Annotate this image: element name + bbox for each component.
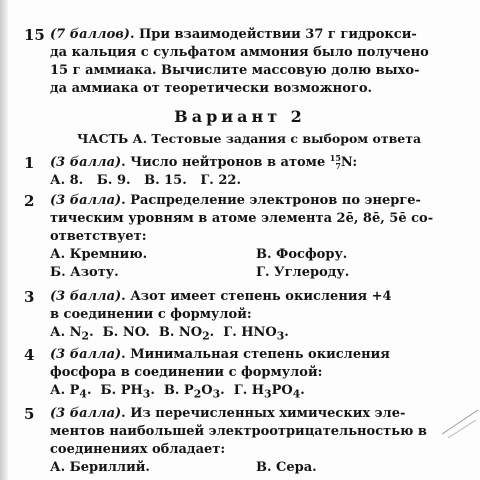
variant-heading: Вариант 2 bbox=[174, 107, 306, 126]
question-3: 3 (3 балла). Азот имеет степень окисления +4 в соединении с формулой: А. $N_2$. Б. NO. В. $NO_2$. Г. $HNO_3$. bbox=[50, 288, 450, 346]
page-edge-shadow bbox=[0, 0, 8, 480]
question-2: 2 (3 балла). Распределение электронов по энерге- тическим уровням в атоме элемента 2ē, 8ē, 5ē со- ответствует: bbox=[24, 192, 434, 244]
answer-options bbox=[50, 246, 450, 282]
question-5: 5 (3 балла). Из перечисленных химических эле- ментов наибольшей электроотрицательностью в соединениях обладает: bbox=[24, 405, 427, 457]
question-points: (3 балла) bbox=[50, 289, 122, 304]
part-a-heading: ЧАСТЬ А. Тестовые задания с выбором ответа bbox=[77, 131, 422, 146]
answer-options: А. $N_2$. Б. NO. В. $NO_2$. Г. $HNO_3$. bbox=[50, 325, 289, 343]
question-points: (3 балла) bbox=[50, 155, 122, 170]
question-points: (3 балла) bbox=[50, 347, 122, 362]
answer-options: А. 8. Б. 9. В. 15. Г. 22. bbox=[50, 173, 241, 188]
task-points: (7 баллов) bbox=[50, 27, 130, 42]
option-g: Г. Углероду. bbox=[256, 265, 350, 280]
pencil-mark-icon bbox=[440, 404, 480, 444]
answer-options: А. $P_4$. Б. $PH_3$. В. $P_2O_3$. Г. $H_3PO_4$. bbox=[50, 383, 305, 401]
answer-options bbox=[50, 459, 450, 477]
isotope-notation: 15 7 bbox=[329, 153, 341, 171]
question-points: (3 балла) bbox=[50, 406, 122, 421]
question-4: 4 (3 балла). Минимальная степень окисления фосфора в соединении с формулой: А. $P_4$. Б. $PH_3$. В. $P_2O_3$. Г. $H_3PO_4$. bbox=[50, 346, 450, 404]
option-a: А. Бериллий. bbox=[50, 460, 150, 475]
question-1: 1 (3 балла). Число нейтронов в атоме 15 7N: А. 8. Б. 9. В. 15. Г. 22. bbox=[50, 154, 450, 190]
question-number: 5 bbox=[24, 405, 35, 423]
option-b: Б. Азоту. bbox=[50, 265, 119, 280]
question-number: 3 bbox=[24, 288, 35, 306]
task-15 bbox=[24, 26, 450, 98]
question-number: 2 bbox=[24, 192, 35, 210]
task-line: да аммиака от теоретически возможного. bbox=[50, 81, 373, 96]
option-v: В. Сера. bbox=[256, 460, 317, 475]
task-line: (7 баллов). При взаимодействии 37 г гидрокси- bbox=[50, 27, 417, 42]
option-v: В. Фосфору. bbox=[256, 247, 348, 262]
task-number: 15 bbox=[24, 26, 45, 44]
question-points: (3 балла) bbox=[50, 193, 122, 208]
task-line: 15 г аммиака. Вычислите массовую долю выхо- bbox=[50, 63, 420, 78]
task-line: да кальция с сульфатом аммония было получено bbox=[50, 45, 429, 60]
question-number: 1 bbox=[24, 154, 35, 172]
question-number: 4 bbox=[24, 346, 35, 364]
option-a: А. Кремнию. bbox=[50, 247, 148, 262]
